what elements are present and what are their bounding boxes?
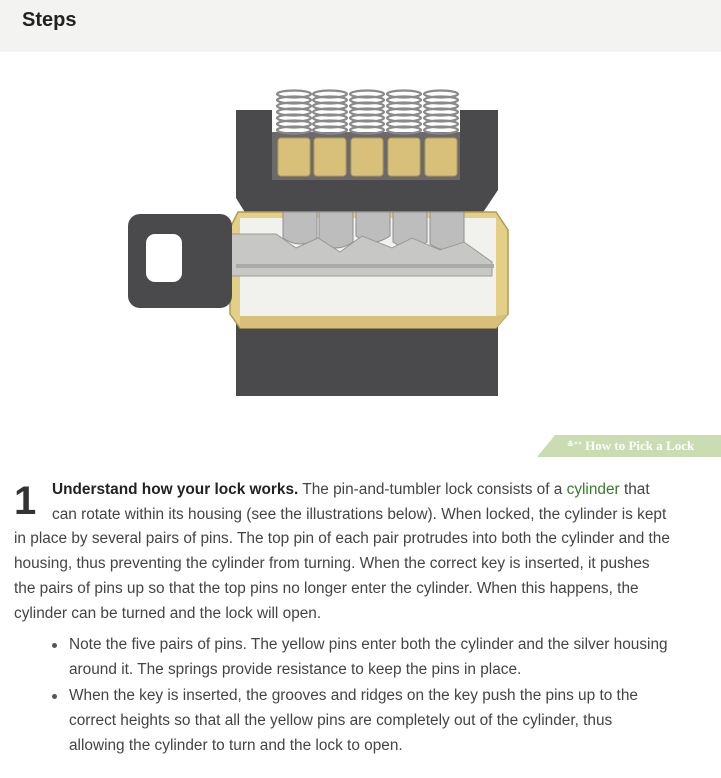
step-text-after-link: that can rotate within its housing (see the illustrations below). When locked, the cylinder is kept in place by several pairs of pins. The top pin of each pair protrudes into both the cylinder and the housing, thus preventing the cylinder from turning. When the correct key is inserted, it pushes the pairs of pins up so that the top pins no longer enter the cylinder. When this happens, the cylinder can be turned and the lock will open. (14, 481, 670, 622)
step-heading: Understand how your lock works. (52, 481, 299, 498)
cylinder-link[interactable]: cylinder (566, 481, 620, 498)
step-number: 1 (14, 479, 37, 523)
bullet-text: When the key is inserted, the grooves and ridges on the key push the pins up to the correct heights so that all the yellow pins are completely out of the cylinder, thus allowing the cylinder to turn and the lock to open. (69, 687, 638, 754)
section-title: Steps (22, 9, 77, 31)
watermark-text (567, 438, 694, 454)
lock-illustration (0, 52, 721, 458)
bullet-text: Note the five pairs of pins. The yellow pins enter both the cylinder and the silver housing around it. The springs provide resistance to keep the pins in place. (69, 636, 668, 678)
bullet-dot-icon (52, 643, 57, 648)
top-pins (278, 138, 457, 176)
wikihow-watermark (537, 435, 721, 457)
pin-tumbler-lock-icon (0, 52, 721, 458)
step-1 (14, 478, 674, 626)
watermark-title: How to Pick a Lock (585, 438, 695, 453)
housing-bottom (236, 320, 498, 396)
step-bullets (69, 633, 669, 761)
step-text-before-link: The pin-and-tumbler lock consists of a (298, 481, 567, 498)
bullet-item (69, 684, 669, 758)
bullet-dot-icon (52, 694, 57, 699)
watermark-badge: ≛⁺⁺ (567, 440, 583, 449)
steps-header (0, 0, 721, 53)
bullet-item (69, 633, 669, 682)
springs (277, 91, 458, 134)
